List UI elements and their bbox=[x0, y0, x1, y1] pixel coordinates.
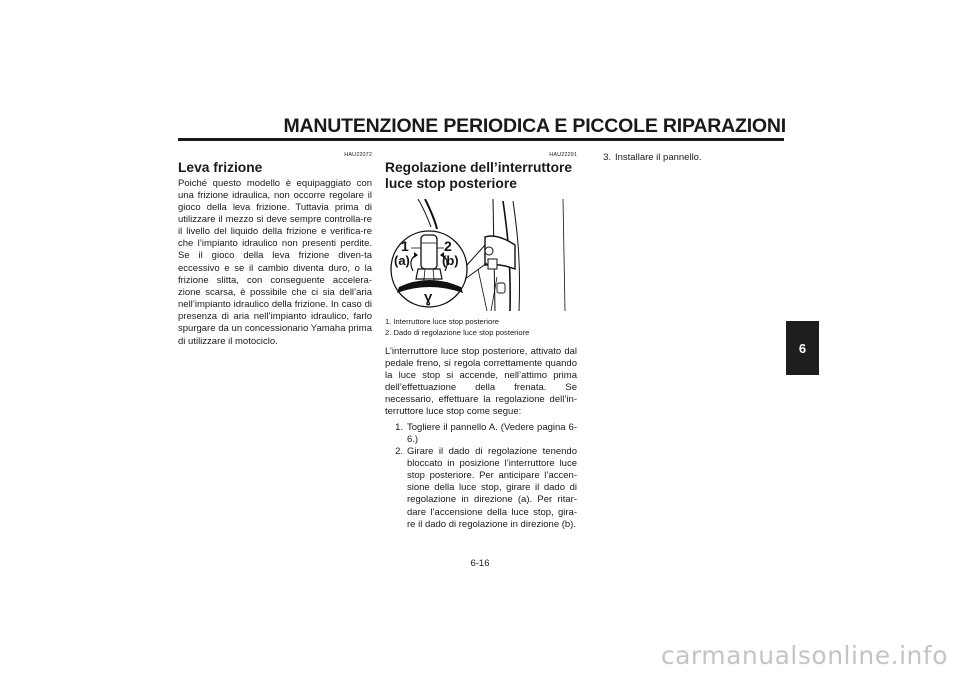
column-brake-light-switch bbox=[385, 152, 577, 531]
continued-steps bbox=[599, 152, 789, 164]
figure-callouts bbox=[385, 317, 577, 339]
watermark: carmanualsonline.info bbox=[660, 641, 948, 670]
section-title-brake-light-switch: Regolazione dell’interruttore luce stop posteriore bbox=[385, 160, 573, 191]
header-rule bbox=[178, 138, 784, 141]
page-number: 6-16 bbox=[470, 558, 490, 569]
step-number: 3. bbox=[603, 152, 611, 163]
label-2: 2 bbox=[444, 238, 452, 254]
step-number: 2. bbox=[395, 445, 403, 457]
section-code: HAU22291 bbox=[549, 152, 577, 158]
callout-2: 2. Dado di regolazione luce stop posteriore bbox=[385, 327, 530, 337]
section-title-clutch-lever: Leva frizione bbox=[178, 160, 263, 175]
brake-switch-paragraph: L’interruttore luce stop posteriore, attivato dal pedale freno, si regola correttamente quando la luce stop si accende, nell’attimo prima dell’effettuazione della frenata. Se necessario, effettuare la regolazione dell’in-terruttore luce stop come segue: bbox=[385, 345, 577, 418]
label-1: 1 bbox=[401, 238, 409, 254]
column-3 bbox=[599, 152, 789, 164]
step-number: 1. bbox=[395, 421, 403, 433]
list-item bbox=[599, 152, 789, 164]
label-b: (b) bbox=[442, 253, 459, 268]
chapter-tab: 6 bbox=[786, 321, 819, 375]
brake-switch-steps bbox=[385, 422, 577, 531]
callout-1: 1. Interruttore luce stop posteriore bbox=[385, 317, 499, 326]
brake-light-switch-illustration bbox=[385, 199, 577, 311]
list-item bbox=[385, 446, 577, 531]
clutch-lever-paragraph: Poiché questo modello è equipaggiato con una frizione idraulica, non occorre regolare il gioco della leva frizione. Tuttavia prima di utilizzare il mezzo si deve sempre controlla-re il livello del liquido della frizione e verifica-re che l’impianto idraulico non presenti perdite. Se il gioco della leva frizione diven-ta eccessivo e se il cambio diventa duro, o la frizione slitta, con conseguente accelera-zione scarsa, è possibile che ci sia dell’aria nell’impianto idraulico della frizione. In caso di presenza di aria nell’impianto idraulico, farlo spurgare da un concessionario Yamaha prima di utilizzare il motociclo. bbox=[178, 177, 372, 347]
section-code: HAU22072 bbox=[344, 152, 372, 158]
page-title: MANUTENZIONE PERIODICA E PICCOLE RIPARAZIONI bbox=[283, 115, 786, 137]
step-text: Installare il pannello. bbox=[615, 152, 702, 163]
brake-switch-drawing bbox=[385, 199, 577, 311]
step-text: Togliere il pannello A. (Vedere pagina 6-6.) bbox=[407, 421, 577, 445]
svg-text:Ɣ: Ɣ bbox=[424, 291, 433, 306]
step-text: Girare il dado di regolazione tenendo bloccato in posizione l’interruttore luce stop posteriore. Per anticipare l’accen-sione della luce stop, girare il dado di regolazione in direzione (a). Per ritar-dare l’accensione della luce stop, gira-re il dado di regolazione in direzione (b). bbox=[407, 445, 577, 530]
list-item bbox=[385, 422, 577, 446]
label-a: (a) bbox=[394, 253, 410, 268]
column-clutch-lever bbox=[178, 152, 372, 348]
